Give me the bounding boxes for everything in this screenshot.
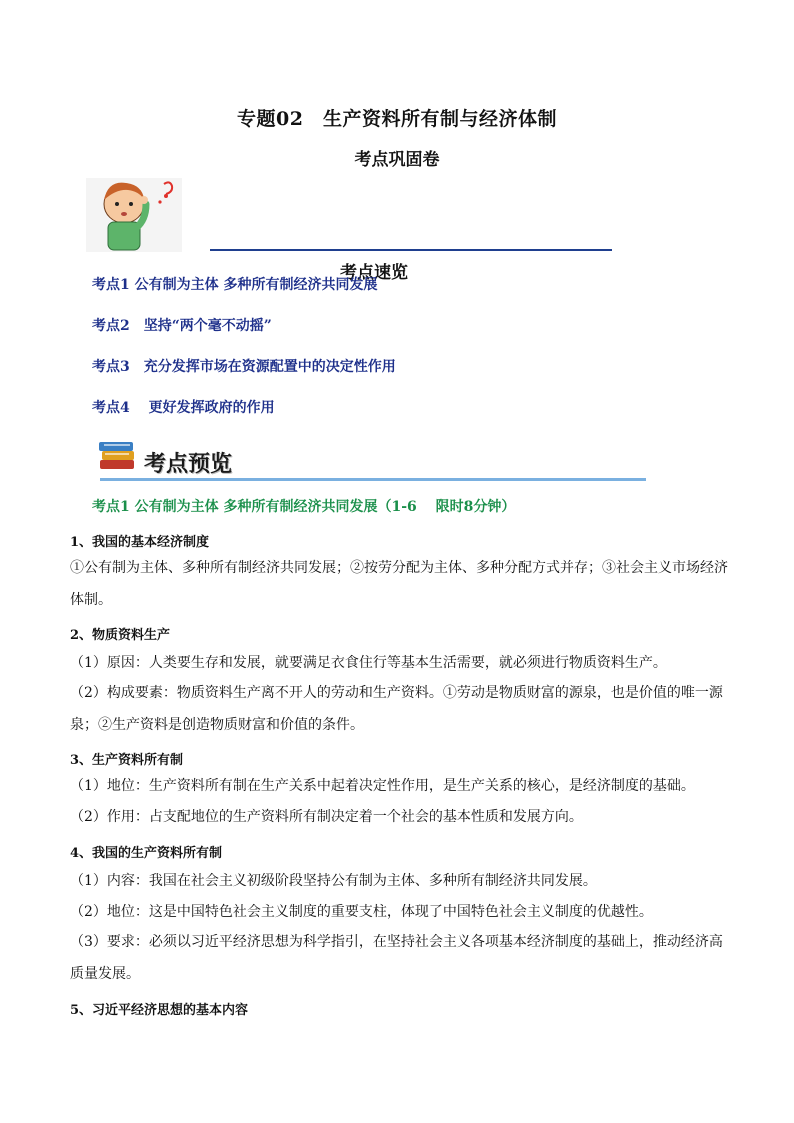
toc-item-2[interactable]: 考点2 坚持“两个毫不动摇” [92, 318, 272, 334]
section-paragraph: （1）原因：人类要生存和发展，就要满足衣食住行等基本生活需要，就必须进行物质资料生产。 [70, 655, 667, 671]
toc-item-1[interactable]: 考点1 公有制为主体 多种所有制经济共同发展 [92, 277, 378, 293]
page-title: 专题02 生产资料所有制与经济体制 [237, 108, 557, 130]
section-title: 1、我国的基本经济制度 [70, 535, 210, 550]
section-paragraph: （2）作用：占支配地位的生产资料所有制决定着一个社会的基本性质和发展方向。 [70, 809, 583, 825]
books-icon [96, 436, 140, 474]
thinking-boy-illustration [86, 178, 182, 252]
section-title: 3、生产资料所有制 [70, 753, 184, 768]
section-paragraph: （1）地位：生产资料所有制在生产关系中起着决定性作用，是生产关系的核心，是经济制度的基础。 [70, 778, 695, 794]
toc-item-4[interactable]: 考点4 更好发挥政府的作用 [92, 400, 275, 416]
point-1-heading: 考点1 公有制为主体 多种所有制经济共同发展（1-6 限时8分钟） [92, 499, 516, 515]
overview-divider [210, 249, 612, 251]
section-paragraph: （3）要求：必须以习近平经济思想为科学指引，在坚持社会主义各项基本经济制度的基础上，推动经济高质量发展。 [70, 934, 723, 982]
section-paragraph: ①公有制为主体、多种所有制经济共同发展；②按劳分配为主体、多种分配方式并存；③社会主义市场经济体制。 [70, 560, 728, 608]
preview-heading: 考点预览 [144, 452, 233, 477]
section-title: 4、我国的生产资料所有制 [70, 846, 223, 861]
section-title: 2、物质资料生产 [70, 628, 171, 643]
section-paragraph: （2）构成要素：物质资料生产离不开人的劳动和生产资料。①劳动是物质财富的源泉，也是价值的唯一源泉；②生产资料是创造物质财富和价值的条件。 [70, 685, 723, 733]
page-subtitle: 考点巩固卷 [354, 150, 440, 170]
section-paragraph: （1）内容：我国在社会主义初级阶段坚持公有制为主体、多种所有制经济共同发展。 [70, 873, 597, 889]
toc-item-3[interactable]: 考点3 充分发挥市场在资源配置中的决定性作用 [92, 359, 396, 375]
section-title: 5、习近平经济思想的基本内容 [70, 1003, 249, 1018]
overview-heading: 考点速览 [340, 263, 408, 283]
preview-divider [100, 478, 646, 481]
section-paragraph: （2）地位：这是中国特色社会主义制度的重要支柱，体现了中国特色社会主义制度的优越性。 [70, 904, 653, 920]
